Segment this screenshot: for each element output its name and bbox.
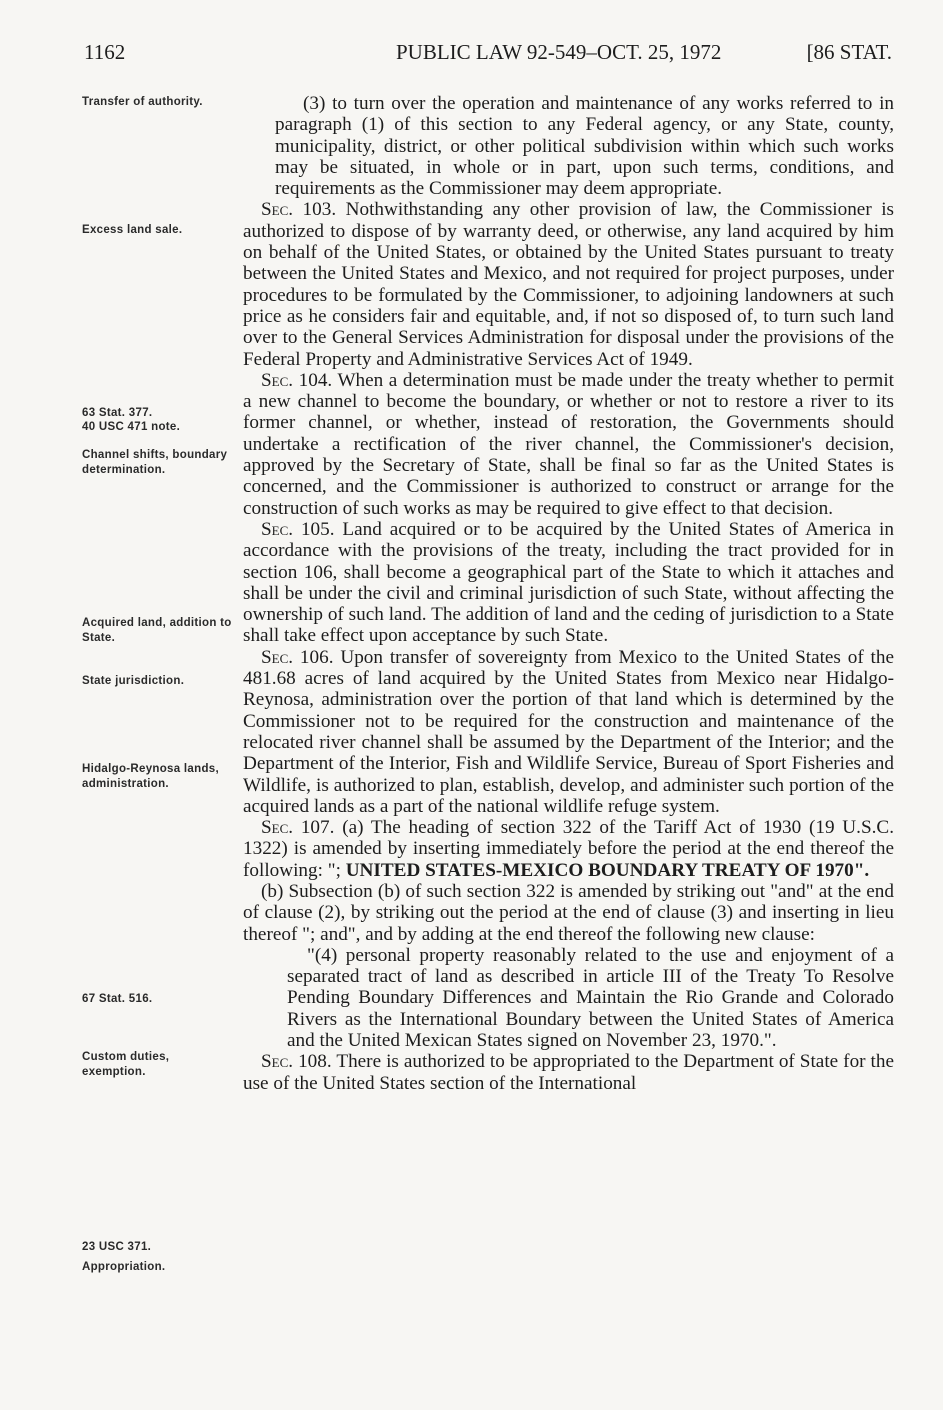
section-106-label: Sec. 106. [261,646,334,668]
running-title: PUBLIC LAW 92-549–OCT. 25, 1972 [396,40,722,64]
section-105-label: Sec. 105. [261,518,335,540]
margin-note-transfer-of-authority: Transfer of authority. [82,96,203,108]
section-104 [243,370,894,519]
margin-note-23-usc-371: 23 USC 371. [82,1241,152,1253]
page-number: 1162 [84,40,126,64]
section-108-label: Sec. 108. [261,1051,332,1073]
margin-note-channel-shifts: Channel shifts, boundary determination. [82,449,228,476]
volume-reference: [86 STAT. [806,40,892,64]
section-108 [243,1051,894,1094]
section-106-text: Upon transfer of sovereignty from Mexico to the United States of the 481.68 acres of land acquired by the United States from Mexico near Hidalgo-Reynosa, administration over the portion of that land which is determined by the Commissioner not to be required for the construction and maintenance of the relocated river channel shall be assumed by the Department of the Interior; and the Department of the Interior, Fish and Wildlife Service, Bureau of Sport Fisheries and Wildlife, is authorized to plan, establish, develop, and administer such portion of the acquired lands as a part of the national wildlife refuge system. [243,646,894,817]
section-107a [243,817,894,881]
section-104-label: Sec. 104. [261,369,333,391]
section-107-label: Sec. 107. [261,817,335,839]
section-104-text: When a determination must be made under the treaty whether to permit a new channel to become the boundary, or whether or not to restore a river to its former channel, or whether, instead of restoration, the Governments should undertake a rectification of the river channel, the Commissioner's decision, approved by the Secretary of State, shall be final so far as the United States is concerned, and the Commissioner is authorized to construct or arrange for the construction of such works as may be required to give effect to that decision. [243,369,895,519]
section-107a-text: (a) The heading of section 322 of the Tariff Act of 1930 (19 U.S.C. 1322) is amended by inserting immediately before the period at the end thereof the following: "; [243,817,895,881]
margin-note-state-jurisdiction: State jurisdiction. [82,675,185,687]
section-106 [243,647,894,817]
margin-note-hidalgo-reynosa: Hidalgo-Reynosa lands, administration. [82,763,219,790]
paragraph-item-3: (3) to turn over the operation and maintenance of any works referred to in paragraph (1) of this section to any Federal agency, or any State, county, municipality, district, or other political subdivision within which such works may be situated, in whole or in part, upon such terms, conditions, and requirements as the Commissioner may deem appropriate. [275,93,894,200]
margin-note-excess-land-sale: Excess land sale. [82,224,183,236]
page-header [84,40,892,80]
margin-note-appropriation: Appropriation. [82,1261,166,1273]
margin-note-custom-duties: Custom duties, exemption. [82,1051,170,1078]
section-103 [243,199,894,369]
statute-body [243,93,894,1094]
section-105-text: Land acquired or to be acquired by the United States of America in accordance with the provisions of the treaty, including the tract provided for in section 106, shall become a geographical part of the State to which it attaches and shall be under the civil and criminal jurisdiction of such State, without affecting the ownership of such land. The addition of land and the ceding of jurisdiction to a State shall take effect upon acceptance by such State. [243,518,894,647]
section-107b: (b) Subsection (b) of such section 322 is amended by striking out "and" at the end of clause (2), by striking out the period at the end of clause (3) and inserting in lieu thereof "; and", and by adding at the end thereof the following new clause: [243,880,894,945]
margin-note-acquired-land: Acquired land, addition to State. [82,617,232,644]
section-107a-end: ". [853,859,870,881]
margin-note-40-usc-471: 40 USC 471 note. [82,421,181,433]
section-103-text: Nothwithstanding any other provision of law, the Commissioner is authorized to dispose of by warranty deed, or otherwise, any land acquired by him on behalf of the United States, or obtained by the United States pursuant to treaty between the United States and Mexico, and not required for project purposes, under procedures to be formulated by the Commissioner, to adjoining landowners at such price as he considers fair and equitable, and, if not so disposed of, to turn such land over to the General Services Administration for disposal under the provisions of the Federal Property and Administrative Services Act of 1949. [243,199,894,370]
section-107a-heading-insert: UNITED STATES-MEXICO BOUNDARY TREATY OF 1970 [345,859,854,881]
section-107-new-clause: "(4) personal property reasonably related to the use and enjoyment of a separated tract of land as described in article III of the Treaty To Resolve Pending Boundary Differences and Maintain the Rio Grande and Colorado Rivers as the International Boundary between the United States of America and the United Mexican States signed on November 23, 1970.". [287,944,894,1052]
margin-note-67-stat-516: 67 Stat. 516. [82,993,153,1005]
section-103-label: Sec. 103. [261,199,337,221]
section-105 [243,519,894,647]
section-108-text: There is authorized to be appropriated to the Department of State for the use of the United States section of the International [243,1051,894,1094]
margin-note-63-stat-377: 63 Stat. 377. [82,407,153,419]
